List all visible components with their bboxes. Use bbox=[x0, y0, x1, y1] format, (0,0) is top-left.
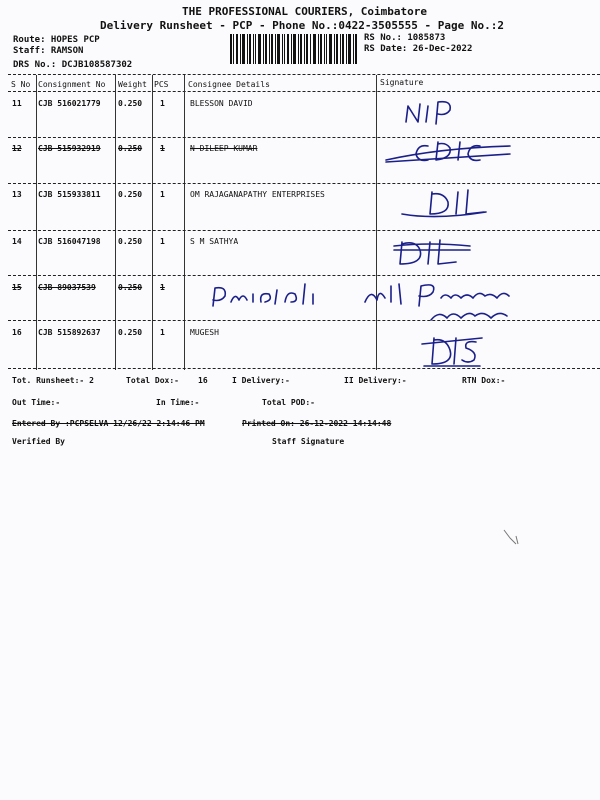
col-divider bbox=[152, 75, 153, 370]
drs-label: DRS No.: DCJB108587302 bbox=[13, 60, 133, 70]
row-rule bbox=[8, 183, 600, 184]
row-consignee: MUGESH bbox=[190, 328, 219, 337]
row-consignment: CJB 515892637 bbox=[38, 328, 101, 337]
entered-by: Entered By :PCPSELVA 12/26/22 2:14:46 PM bbox=[12, 419, 205, 428]
route-label: Route: HOPES PCP bbox=[13, 35, 100, 45]
dis-handwriting-icon bbox=[420, 332, 500, 372]
row-consignee: S M SATHYA bbox=[190, 237, 239, 246]
row-consignee: OM RAJAGANAPATHY ENTERPRISES bbox=[190, 190, 325, 199]
col-sno: S No bbox=[11, 80, 31, 89]
row-pcs: 1 bbox=[160, 144, 165, 153]
dil-handwriting-icon bbox=[390, 234, 490, 274]
row-sno: 14 bbox=[12, 237, 22, 246]
dil-handwriting-icon bbox=[396, 186, 496, 222]
row-weight: 0.250 bbox=[118, 99, 143, 108]
col-weight: Weight bbox=[118, 80, 147, 89]
row-rule bbox=[8, 230, 600, 231]
rs-no: RS No.: 1085873 bbox=[364, 33, 446, 43]
cdic-handwriting-icon bbox=[380, 132, 520, 172]
scan-speck-icon bbox=[500, 526, 524, 550]
printed-on: Printed On: 26-12-2022 14:14:48 bbox=[242, 419, 392, 428]
row-consignment: CJB 89037539 bbox=[38, 283, 96, 292]
nip-handwriting-icon bbox=[400, 92, 480, 132]
row-pcs: 1 bbox=[160, 99, 165, 108]
row-pcs: 1 bbox=[160, 283, 165, 292]
barcode-icon bbox=[230, 34, 358, 64]
staff-signature: Staff Signature bbox=[272, 437, 345, 446]
row-rule bbox=[8, 320, 600, 321]
row-weight: 0.250 bbox=[118, 237, 143, 246]
row-consignment: CJB 516021779 bbox=[38, 99, 101, 108]
row-weight: 0.250 bbox=[118, 144, 143, 153]
col-divider bbox=[115, 75, 116, 370]
total-dox-value: 16 bbox=[198, 376, 208, 385]
col-pcs: PCS bbox=[154, 80, 169, 89]
col-consignee: Consignee Details bbox=[188, 80, 270, 89]
runsheet-subtitle: Delivery Runsheet - PCP - Phone No.:0422-3505555 - Page No.:2 bbox=[100, 19, 504, 32]
table-top-rule bbox=[8, 74, 600, 75]
row-consignment: CJB 516047198 bbox=[38, 237, 101, 246]
rs-date: RS Date: 26-Dec-2022 bbox=[364, 44, 473, 54]
table-header-rule bbox=[8, 91, 600, 92]
row-consignee: N DILEEP KUMAR bbox=[190, 144, 258, 153]
row-pcs: 1 bbox=[160, 237, 165, 246]
in-time: In Time:- bbox=[156, 398, 200, 407]
staff-label: Staff: RAMSON bbox=[13, 46, 84, 56]
row-weight: 0.250 bbox=[118, 328, 143, 337]
col-signature: Signature bbox=[380, 78, 424, 87]
handwritten-note-icon bbox=[205, 272, 535, 327]
row-consignment: CJB 515932919 bbox=[38, 144, 101, 153]
row-weight: 0.250 bbox=[118, 190, 143, 199]
row-weight: 0.250 bbox=[118, 283, 143, 292]
col-consignment: Consignment No bbox=[38, 80, 106, 89]
row-sno: 16 bbox=[12, 328, 22, 337]
total-pod: Total POD:- bbox=[262, 398, 315, 407]
table-bottom-rule bbox=[8, 368, 600, 369]
row-consignment: CJB 515933811 bbox=[38, 190, 101, 199]
col-divider bbox=[36, 75, 37, 370]
verified-by: Verified By bbox=[12, 437, 65, 446]
row-consignee: BLESSON DAVID bbox=[190, 99, 253, 108]
ii-delivery: II Delivery:- bbox=[344, 376, 407, 385]
out-time: Out Time:- bbox=[12, 398, 61, 407]
row-pcs: 1 bbox=[160, 190, 165, 199]
row-sno: 11 bbox=[12, 99, 22, 108]
rtn-dox: RTN Dox:- bbox=[462, 376, 506, 385]
row-pcs: 1 bbox=[160, 328, 165, 337]
col-divider bbox=[184, 75, 185, 370]
row-sno: 13 bbox=[12, 190, 22, 199]
company-title: THE PROFESSIONAL COURIERS, Coimbatore bbox=[182, 5, 428, 18]
i-delivery: I Delivery:- bbox=[232, 376, 290, 385]
row-sno: 12 bbox=[12, 144, 22, 153]
total-dox-label: Total Dox:- bbox=[126, 376, 179, 385]
tot-runsheet: Tot. Runsheet:- 2 bbox=[12, 376, 94, 385]
row-sno: 15 bbox=[12, 283, 22, 292]
